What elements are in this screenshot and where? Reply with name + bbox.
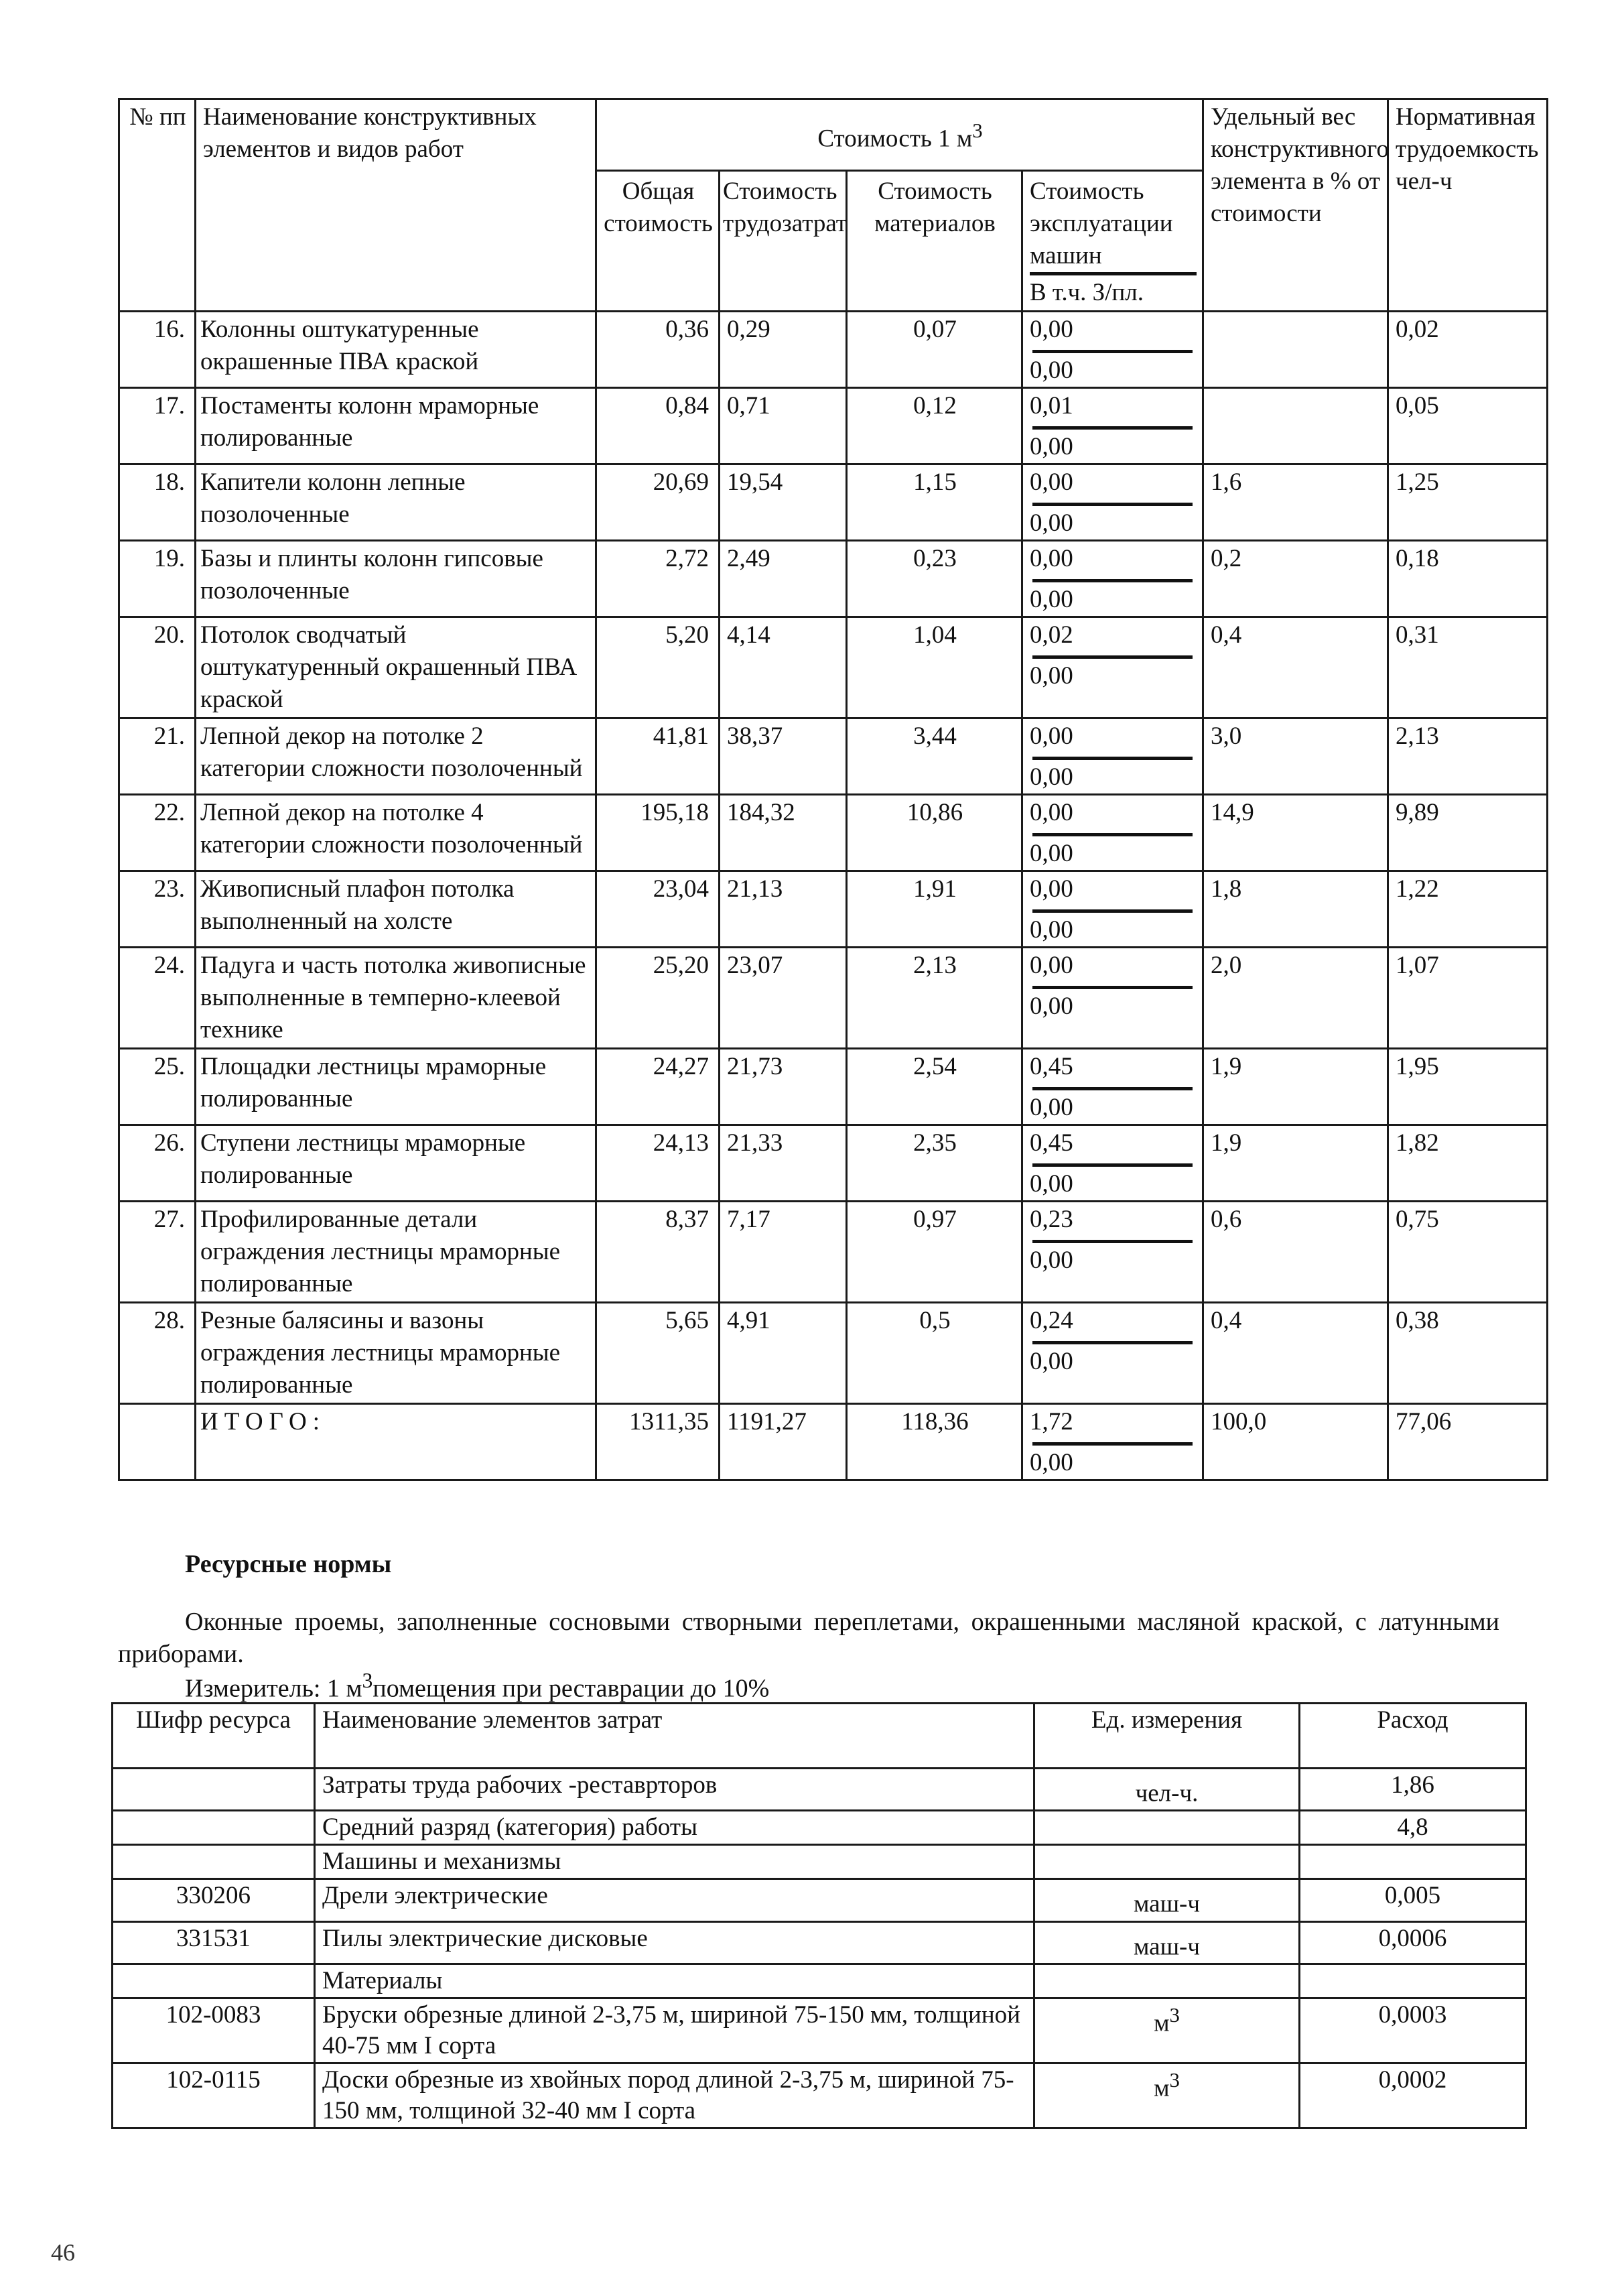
resource-unit-text: маш-ч bbox=[1133, 1890, 1200, 1918]
row-machines-cell bbox=[1022, 718, 1203, 795]
header-norm: Нормативная трудоемкость чел-ч bbox=[1388, 99, 1548, 312]
resource-code bbox=[113, 1811, 315, 1845]
header-machines-divider bbox=[1030, 272, 1197, 275]
row-share: 3,0 bbox=[1203, 718, 1388, 795]
row-num: 24. bbox=[119, 948, 196, 1049]
row-machines-cell bbox=[1022, 871, 1203, 948]
row-num: 17. bbox=[119, 388, 196, 464]
resource-amount: 0,005 bbox=[1300, 1879, 1526, 1921]
resource-code: 102-0083 bbox=[113, 1998, 315, 2063]
table-row bbox=[119, 1125, 1548, 1202]
row-wages: 0,00 bbox=[1030, 1348, 1073, 1375]
row-share: 0,4 bbox=[1203, 617, 1388, 718]
resource-unit bbox=[1034, 1769, 1300, 1811]
row-machines-cell bbox=[1022, 541, 1203, 617]
resource-row bbox=[113, 1811, 1526, 1845]
row-name: ИТОГО: bbox=[196, 1404, 596, 1480]
resource-unit bbox=[1034, 1998, 1300, 2063]
row-norm: 77,06 bbox=[1388, 1404, 1548, 1480]
row-materials: 2,35 bbox=[847, 1125, 1022, 1202]
row-share bbox=[1203, 312, 1388, 388]
resource-amount: 0,0003 bbox=[1300, 1998, 1526, 2063]
resource-amount: 0,0002 bbox=[1300, 2063, 1526, 2128]
row-name: Лепной декор на потолке 2 категории сложности позолоченный bbox=[196, 718, 596, 795]
resource-name: Материалы bbox=[315, 1964, 1034, 1998]
resource-code: 331531 bbox=[113, 1921, 315, 1964]
resource-code: 330206 bbox=[113, 1879, 315, 1921]
resource-norms-meter bbox=[185, 1669, 769, 1704]
resource-unit-text: м bbox=[1154, 2009, 1170, 2037]
row-norm: 0,38 bbox=[1388, 1303, 1548, 1404]
row-materials: 0,23 bbox=[847, 541, 1022, 617]
row-norm: 1,22 bbox=[1388, 871, 1548, 948]
row-num: 26. bbox=[119, 1125, 196, 1202]
row-machines-cell bbox=[1022, 1125, 1203, 1202]
resource-unit-text: чел-ч. bbox=[1135, 1779, 1199, 1807]
row-materials: 3,44 bbox=[847, 718, 1022, 795]
row-materials: 0,97 bbox=[847, 1202, 1022, 1303]
row-materials: 1,15 bbox=[847, 464, 1022, 541]
header-element-name: Наименование элементов затрат bbox=[315, 1704, 1034, 1769]
header-labor: Стоимость трудозатрат bbox=[720, 171, 847, 312]
row-machines-cell bbox=[1022, 464, 1203, 541]
row-wages: 0,00 bbox=[1030, 840, 1073, 867]
resource-row bbox=[113, 1921, 1526, 1964]
resource-code bbox=[113, 1769, 315, 1811]
row-num: 23. bbox=[119, 871, 196, 948]
row-num: 27. bbox=[119, 1202, 196, 1303]
row-machines-cell bbox=[1022, 1049, 1203, 1125]
row-name: Колонны оштукатуренные окрашенные ПВА краской bbox=[196, 312, 596, 388]
row-labor: 0,71 bbox=[720, 388, 847, 464]
row-total: 5,65 bbox=[596, 1303, 720, 1404]
cost-breakdown-table-body bbox=[119, 99, 1548, 1480]
table-row bbox=[119, 1049, 1548, 1125]
row-norm: 0,31 bbox=[1388, 617, 1548, 718]
row-machines-cell bbox=[1022, 795, 1203, 871]
row-materials: 1,91 bbox=[847, 871, 1022, 948]
row-machines: 0,01 bbox=[1030, 392, 1073, 420]
row-machines-cell bbox=[1022, 948, 1203, 1049]
row-machines-cell bbox=[1022, 1404, 1203, 1480]
row-name: Профилированные детали ограждения лестницы мраморные полированные bbox=[196, 1202, 596, 1303]
row-wages: 0,00 bbox=[1030, 1247, 1073, 1274]
resource-unit bbox=[1034, 1921, 1300, 1964]
row-wages: 0,00 bbox=[1030, 1449, 1073, 1476]
row-wages: 0,00 bbox=[1030, 916, 1073, 944]
resource-row bbox=[113, 1964, 1526, 1998]
resource-row bbox=[113, 1845, 1526, 1879]
header-cost-group bbox=[596, 99, 1203, 171]
row-machines: 0,00 bbox=[1030, 875, 1073, 903]
meter-prefix: Измеритель: 1 м bbox=[185, 1674, 362, 1703]
row-share: 14,9 bbox=[1203, 795, 1388, 871]
header-num: № пп bbox=[119, 99, 196, 312]
resource-name: Средний разряд (категория) работы bbox=[315, 1811, 1034, 1845]
row-share: 0,2 bbox=[1203, 541, 1388, 617]
row-share bbox=[1203, 388, 1388, 464]
row-materials: 1,04 bbox=[847, 617, 1022, 718]
header-machines-sub: В т.ч. З/пл. bbox=[1030, 279, 1144, 306]
header-machines bbox=[1022, 171, 1203, 312]
resource-unit-text: маш-ч bbox=[1133, 1932, 1200, 1960]
table-row bbox=[119, 1303, 1548, 1404]
row-total: 195,18 bbox=[596, 795, 720, 871]
meter-suffix: помещения при реставрации до 10% bbox=[373, 1674, 770, 1703]
row-materials: 0,07 bbox=[847, 312, 1022, 388]
header-cost-group-sup: 3 bbox=[972, 119, 983, 142]
row-labor: 38,37 bbox=[720, 718, 847, 795]
row-total: 24,27 bbox=[596, 1049, 720, 1125]
resource-row bbox=[113, 1769, 1526, 1811]
row-share: 2,0 bbox=[1203, 948, 1388, 1049]
row-materials: 10,86 bbox=[847, 795, 1022, 871]
resource-code: 102-0115 bbox=[113, 2063, 315, 2128]
resource-name: Бруски обрезные длиной 2-3,75 м, шириной 75-150 мм, толщиной 40-75 мм I сорта bbox=[315, 1998, 1034, 2063]
header-machines-label: Стоимость эксплуатации машин bbox=[1030, 178, 1173, 269]
row-share: 1,9 bbox=[1203, 1125, 1388, 1202]
row-total: 8,37 bbox=[596, 1202, 720, 1303]
row-wages: 0,00 bbox=[1030, 993, 1073, 1020]
resource-unit bbox=[1034, 1964, 1300, 1998]
row-machines: 0,45 bbox=[1030, 1053, 1073, 1080]
header-cost-group-text: Стоимость 1 м bbox=[817, 125, 973, 153]
row-num: 22. bbox=[119, 795, 196, 871]
row-total: 25,20 bbox=[596, 948, 720, 1049]
table-row bbox=[119, 617, 1548, 718]
resource-norms-description: Оконные проемы, заполненные сосновыми створными переплетами, окрашенными масляной краской, с латунными приборами. bbox=[118, 1608, 1499, 1668]
row-machines-cell bbox=[1022, 312, 1203, 388]
row-num: 25. bbox=[119, 1049, 196, 1125]
resource-unit bbox=[1034, 2063, 1300, 2128]
cost-breakdown-table bbox=[118, 98, 1548, 1481]
header-unit: Ед. измерения bbox=[1034, 1704, 1300, 1769]
row-norm: 2,13 bbox=[1388, 718, 1548, 795]
row-num: 28. bbox=[119, 1303, 196, 1404]
row-labor: 4,91 bbox=[720, 1303, 847, 1404]
header-amount: Расход bbox=[1300, 1704, 1526, 1769]
resource-unit bbox=[1034, 1811, 1300, 1845]
resource-name: Машины и механизмы bbox=[315, 1845, 1034, 1879]
row-total: 1311,35 bbox=[596, 1404, 720, 1480]
row-share: 0,6 bbox=[1203, 1202, 1388, 1303]
meter-sup: 3 bbox=[362, 1669, 373, 1692]
table-row bbox=[119, 464, 1548, 541]
resource-name: Пилы электрические дисковые bbox=[315, 1921, 1034, 1964]
resource-norms-table bbox=[111, 1702, 1527, 2129]
row-share: 1,8 bbox=[1203, 871, 1388, 948]
row-total: 0,36 bbox=[596, 312, 720, 388]
row-machines-cell bbox=[1022, 1202, 1203, 1303]
row-total: 23,04 bbox=[596, 871, 720, 948]
row-share: 1,6 bbox=[1203, 464, 1388, 541]
header-code: Шифр ресурса bbox=[113, 1704, 315, 1769]
row-norm: 1,82 bbox=[1388, 1125, 1548, 1202]
row-num: 19. bbox=[119, 541, 196, 617]
resource-norms-table-body bbox=[113, 1704, 1526, 2128]
row-num: 16. bbox=[119, 312, 196, 388]
row-total: 20,69 bbox=[596, 464, 720, 541]
page-number: 46 bbox=[51, 2239, 75, 2266]
resource-amount: 1,86 bbox=[1300, 1769, 1526, 1811]
row-machines: 0,00 bbox=[1030, 799, 1073, 826]
resource-row bbox=[113, 2063, 1526, 2128]
table-row bbox=[119, 871, 1548, 948]
table-row bbox=[119, 541, 1548, 617]
table-row bbox=[119, 948, 1548, 1049]
row-machines: 0,00 bbox=[1030, 952, 1073, 979]
row-num: 21. bbox=[119, 718, 196, 795]
row-norm: 9,89 bbox=[1388, 795, 1548, 871]
row-labor: 23,07 bbox=[720, 948, 847, 1049]
row-machines: 0,23 bbox=[1030, 1206, 1073, 1233]
row-labor: 19,54 bbox=[720, 464, 847, 541]
row-name: Ступени лестницы мраморные полированные bbox=[196, 1125, 596, 1202]
resource-unit bbox=[1034, 1845, 1300, 1879]
row-norm: 1,95 bbox=[1388, 1049, 1548, 1125]
resource-name: Доски обрезные из хвойных пород длиной 2-3,75 м, шириной 75-150 мм, толщиной 32-40 мм I сорта bbox=[315, 2063, 1034, 2128]
row-norm: 1,07 bbox=[1388, 948, 1548, 1049]
row-name: Базы и плинты колонн гипсовые позолоченные bbox=[196, 541, 596, 617]
resource-unit-text: м bbox=[1154, 2074, 1170, 2102]
row-machines: 0,45 bbox=[1030, 1129, 1073, 1157]
row-num bbox=[119, 1404, 196, 1480]
table-row bbox=[119, 718, 1548, 795]
row-norm: 0,18 bbox=[1388, 541, 1548, 617]
row-materials: 2,13 bbox=[847, 948, 1022, 1049]
row-name: Потолок сводчатый оштукатуренный окрашенный ПВА краской bbox=[196, 617, 596, 718]
row-labor: 4,14 bbox=[720, 617, 847, 718]
row-wages: 0,00 bbox=[1030, 662, 1073, 690]
row-total: 0,84 bbox=[596, 388, 720, 464]
row-name: Лепной декор на потолке 4 категории сложности позолоченный bbox=[196, 795, 596, 871]
row-labor: 21,73 bbox=[720, 1049, 847, 1125]
row-wages: 0,00 bbox=[1030, 357, 1073, 384]
row-total: 41,81 bbox=[596, 718, 720, 795]
row-wages: 0,00 bbox=[1030, 1094, 1073, 1121]
header-total: Общая стоимость bbox=[596, 171, 720, 312]
resource-unit-sup: 3 bbox=[1169, 2068, 1180, 2092]
resource-name: Дрели электрические bbox=[315, 1879, 1034, 1921]
row-num: 20. bbox=[119, 617, 196, 718]
row-machines: 0,00 bbox=[1030, 316, 1073, 343]
row-share: 0,4 bbox=[1203, 1303, 1388, 1404]
row-materials: 0,5 bbox=[847, 1303, 1022, 1404]
row-name: Падуга и часть потолка живописные выполненные в темперно-клеевой технике bbox=[196, 948, 596, 1049]
resource-row bbox=[113, 1998, 1526, 2063]
resource-code bbox=[113, 1845, 315, 1879]
row-labor: 21,13 bbox=[720, 871, 847, 948]
resource-norms-title: Ресурсные нормы bbox=[185, 1550, 392, 1578]
table-row bbox=[119, 388, 1548, 464]
resource-header-row bbox=[113, 1704, 1526, 1769]
row-name: Живописный плафон потолка выполненный на холсте bbox=[196, 871, 596, 948]
row-norm: 0,05 bbox=[1388, 388, 1548, 464]
table-header-row bbox=[119, 99, 1548, 171]
row-machines: 0,24 bbox=[1030, 1307, 1073, 1334]
row-labor: 1191,27 bbox=[720, 1404, 847, 1480]
row-total: 2,72 bbox=[596, 541, 720, 617]
row-machines: 0,02 bbox=[1030, 621, 1073, 649]
row-machines: 0,00 bbox=[1030, 545, 1073, 572]
row-machines: 1,72 bbox=[1030, 1408, 1073, 1436]
resource-amount bbox=[1300, 1964, 1526, 1998]
row-materials: 2,54 bbox=[847, 1049, 1022, 1125]
row-wages: 0,00 bbox=[1030, 763, 1073, 791]
row-name: Резные балясины и вазоны ограждения лестницы мраморные полированные bbox=[196, 1303, 596, 1404]
table-row bbox=[119, 795, 1548, 871]
header-share: Удельный вес конструктивного элемента в % от стоимости bbox=[1203, 99, 1388, 312]
row-norm: 1,25 bbox=[1388, 464, 1548, 541]
resource-code bbox=[113, 1964, 315, 1998]
resource-name: Затраты труда рабочих -реставрторов bbox=[315, 1769, 1034, 1811]
resource-amount bbox=[1300, 1845, 1526, 1879]
row-name: Площадки лестницы мраморные полированные bbox=[196, 1049, 596, 1125]
row-share: 1,9 bbox=[1203, 1049, 1388, 1125]
resource-row bbox=[113, 1879, 1526, 1921]
row-norm: 0,02 bbox=[1388, 312, 1548, 388]
resource-unit bbox=[1034, 1879, 1300, 1921]
row-name: Капители колонн лепные позолоченные bbox=[196, 464, 596, 541]
row-machines-cell bbox=[1022, 388, 1203, 464]
row-wages: 0,00 bbox=[1030, 433, 1073, 460]
row-machines: 0,00 bbox=[1030, 722, 1073, 750]
row-machines-cell bbox=[1022, 1303, 1203, 1404]
row-wages: 0,00 bbox=[1030, 586, 1073, 613]
table-row bbox=[119, 1202, 1548, 1303]
row-labor: 21,33 bbox=[720, 1125, 847, 1202]
header-materials: Стоимость материалов bbox=[847, 171, 1022, 312]
row-num: 18. bbox=[119, 464, 196, 541]
row-total: 24,13 bbox=[596, 1125, 720, 1202]
row-labor: 7,17 bbox=[720, 1202, 847, 1303]
row-labor: 2,49 bbox=[720, 541, 847, 617]
row-name: Постаменты колонн мраморные полированные bbox=[196, 388, 596, 464]
header-name: Наименование конструктивных элементов и видов работ bbox=[196, 99, 596, 312]
row-materials: 0,12 bbox=[847, 388, 1022, 464]
row-wages: 0,00 bbox=[1030, 509, 1073, 537]
resource-amount: 0,0006 bbox=[1300, 1921, 1526, 1964]
row-machines-cell bbox=[1022, 617, 1203, 718]
totals-row bbox=[119, 1404, 1548, 1480]
row-materials: 118,36 bbox=[847, 1404, 1022, 1480]
row-share: 100,0 bbox=[1203, 1404, 1388, 1480]
table-row bbox=[119, 312, 1548, 388]
row-labor: 184,32 bbox=[720, 795, 847, 871]
resource-unit-sup: 3 bbox=[1169, 2003, 1180, 2027]
row-norm: 0,75 bbox=[1388, 1202, 1548, 1303]
row-total: 5,20 bbox=[596, 617, 720, 718]
row-wages: 0,00 bbox=[1030, 1170, 1073, 1198]
row-labor: 0,29 bbox=[720, 312, 847, 388]
resource-amount: 4,8 bbox=[1300, 1811, 1526, 1845]
row-machines: 0,00 bbox=[1030, 468, 1073, 496]
